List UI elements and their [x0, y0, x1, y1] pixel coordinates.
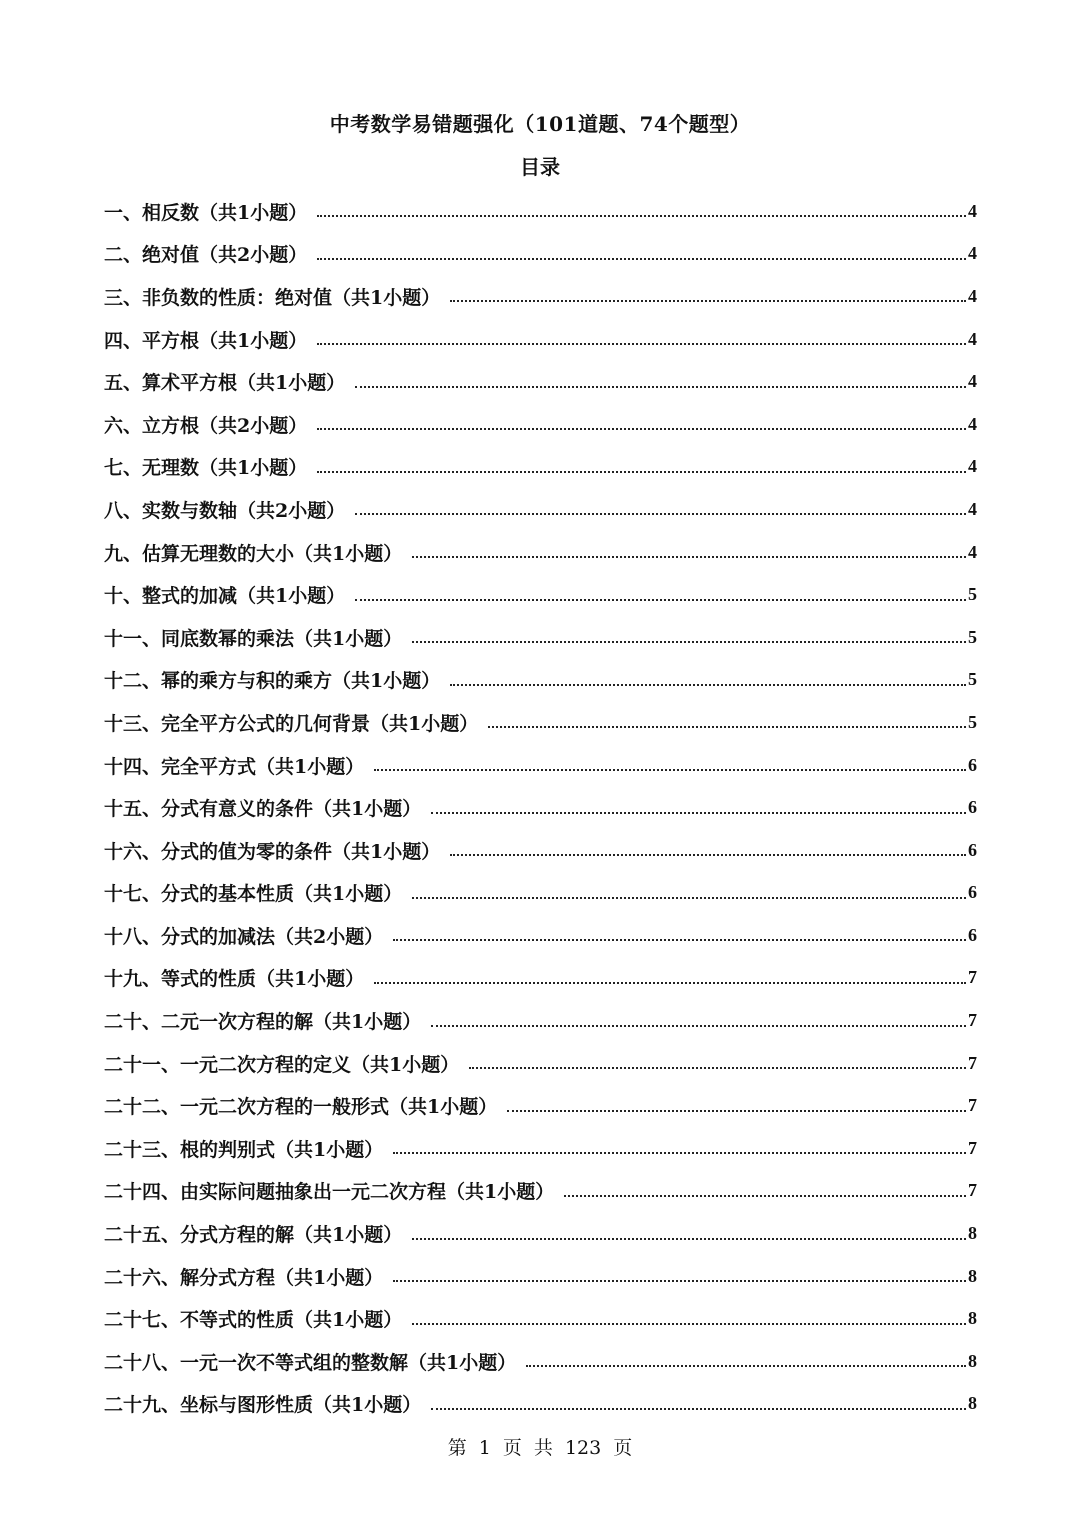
toc-entry-label: 四、平方根（共1小题）: [104, 329, 308, 352]
toc-entry-label: 六、立方根（共2小题）: [104, 414, 308, 437]
toc-entry[interactable]: [104, 701, 977, 744]
toc-entry[interactable]: [104, 786, 977, 829]
toc-entry[interactable]: [104, 1340, 977, 1383]
toc-entry-page-number: 8: [968, 1350, 977, 1371]
toc-dot-leader: [412, 897, 966, 899]
toc-entry-page-number: 4: [968, 243, 977, 264]
toc-entry[interactable]: [104, 957, 977, 1000]
toc-dot-leader: [355, 599, 966, 601]
toc-entry-label: 十九、等式的性质（共1小题）: [104, 968, 365, 991]
toc-dot-leader: [355, 386, 966, 388]
toc-entry-page-number: 4: [968, 498, 977, 519]
toc-entry-page-number: 4: [968, 456, 977, 477]
toc-dot-leader: [393, 1152, 966, 1154]
toc-dot-leader: [488, 726, 966, 728]
toc-dot-leader: [450, 854, 966, 856]
toc-entry-page-number: 4: [968, 371, 977, 392]
toc-entry-label: 二十九、坐标与图形性质（共1小题）: [104, 1394, 422, 1417]
toc-entry[interactable]: [104, 659, 977, 702]
toc-entry[interactable]: [104, 1127, 977, 1170]
toc-entry-page-number: 7: [968, 1180, 977, 1201]
table-of-contents: [104, 190, 977, 1425]
toc-entry[interactable]: [104, 318, 977, 361]
toc-entry-label: 二十三、根的判别式（共1小题）: [104, 1138, 384, 1161]
toc-dot-leader: [469, 1067, 966, 1069]
toc-entry-label: 十五、分式有意义的条件（共1小题）: [104, 798, 422, 821]
toc-dot-leader: [317, 215, 966, 217]
toc-dot-leader: [317, 471, 966, 473]
toc-dot-leader: [374, 982, 966, 984]
toc-entry-page-number: 6: [968, 882, 977, 903]
toc-entry-page-number: 5: [968, 584, 977, 605]
toc-entry[interactable]: [104, 190, 977, 233]
toc-entry[interactable]: [104, 446, 977, 489]
toc-entry-page-number: 7: [968, 1052, 977, 1073]
toc-entry-label: 十、整式的加减（共1小题）: [104, 585, 346, 608]
toc-entry-label: 二、绝对值（共2小题）: [104, 244, 308, 267]
toc-entry-page-number: 7: [968, 1095, 977, 1116]
toc-entry-page-number: 8: [968, 1265, 977, 1286]
toc-entry-page-number: 8: [968, 1308, 977, 1329]
toc-entry-page-number: 5: [968, 626, 977, 647]
toc-entry[interactable]: [104, 360, 977, 403]
toc-entry-page-number: 5: [968, 711, 977, 732]
toc-entry-label: 一、相反数（共1小题）: [104, 201, 308, 224]
toc-entry[interactable]: [104, 1170, 977, 1213]
toc-dot-leader: [431, 1408, 966, 1410]
toc-entry[interactable]: [104, 1297, 977, 1340]
page-footer: 第 1 页 共 123 页: [447, 1437, 633, 1459]
toc-entry-label: 二十八、一元一次不等式组的整数解（共1小题）: [104, 1351, 517, 1374]
toc-entry-label: 十一、同底数幂的乘法（共1小题）: [104, 627, 403, 650]
toc-entry-label: 八、实数与数轴（共2小题）: [104, 499, 346, 522]
toc-entry-page-number: 4: [968, 541, 977, 562]
toc-dot-leader: [412, 641, 966, 643]
toc-entry[interactable]: [104, 872, 977, 915]
toc-entry[interactable]: [104, 616, 977, 659]
toc-entry-page-number: 6: [968, 754, 977, 775]
toc-entry-label: 十三、完全平方公式的几何背景（共1小题）: [104, 712, 479, 735]
toc-dot-leader: [450, 300, 966, 302]
toc-entry-label: 七、无理数（共1小题）: [104, 457, 308, 480]
toc-entry[interactable]: [104, 744, 977, 787]
toc-entry-page-number: 4: [968, 328, 977, 349]
toc-entry[interactable]: [104, 999, 977, 1042]
toc-entry-label: 二十七、不等式的性质（共1小题）: [104, 1309, 403, 1332]
toc-entry[interactable]: [104, 1212, 977, 1255]
toc-entry-page-number: 8: [968, 1223, 977, 1244]
toc-dot-leader: [393, 939, 966, 941]
toc-entry[interactable]: [104, 1084, 977, 1127]
toc-heading: 目录: [520, 155, 560, 179]
toc-dot-leader: [317, 258, 966, 260]
toc-dot-leader: [317, 343, 966, 345]
toc-entry-label: 十七、分式的基本性质（共1小题）: [104, 883, 403, 906]
toc-entry-page-number: 4: [968, 285, 977, 306]
toc-entry[interactable]: [104, 573, 977, 616]
toc-dot-leader: [412, 556, 966, 558]
toc-entry[interactable]: [104, 275, 977, 318]
toc-entry-label: 二十六、解分式方程（共1小题）: [104, 1266, 384, 1289]
toc-dot-leader: [507, 1110, 966, 1112]
toc-entry-label: 二十二、一元二次方程的一般形式（共1小题）: [104, 1096, 498, 1119]
toc-entry-label: 二十、二元一次方程的解（共1小题）: [104, 1011, 422, 1034]
toc-dot-leader: [564, 1195, 966, 1197]
toc-entry-page-number: 7: [968, 967, 977, 988]
toc-entry[interactable]: [104, 829, 977, 872]
toc-entry-page-number: 7: [968, 1010, 977, 1031]
toc-entry[interactable]: [104, 403, 977, 446]
toc-entry-label: 二十一、一元二次方程的定义（共1小题）: [104, 1053, 460, 1076]
toc-entry[interactable]: [104, 1255, 977, 1298]
toc-entry-page-number: 4: [968, 200, 977, 221]
toc-entry[interactable]: [104, 531, 977, 574]
toc-entry-label: 十八、分式的加减法（共2小题）: [104, 925, 384, 948]
toc-entry-label: 五、算术平方根（共1小题）: [104, 372, 346, 395]
toc-entry-page-number: 6: [968, 797, 977, 818]
toc-entry[interactable]: [104, 1042, 977, 1085]
document-title: 中考数学易错题强化（101道题、74个题型）: [329, 112, 751, 136]
toc-dot-leader: [450, 684, 966, 686]
toc-entry-label: 十二、幂的乘方与积的乘方（共1小题）: [104, 670, 441, 693]
toc-dot-leader: [317, 428, 966, 430]
toc-entry-label: 九、估算无理数的大小（共1小题）: [104, 542, 403, 565]
toc-entry-page-number: 7: [968, 1137, 977, 1158]
toc-dot-leader: [431, 812, 966, 814]
toc-entry-page-number: 4: [968, 413, 977, 434]
toc-entry[interactable]: [104, 233, 977, 276]
toc-entry-label: 二十五、分式方程的解（共1小题）: [104, 1224, 403, 1247]
toc-entry-page-number: 6: [968, 924, 977, 945]
toc-entry-page-number: 6: [968, 839, 977, 860]
toc-entry-page-number: 5: [968, 669, 977, 690]
toc-dot-leader: [526, 1365, 966, 1367]
toc-dot-leader: [355, 513, 966, 515]
toc-dot-leader: [374, 769, 966, 771]
toc-entry-label: 十四、完全平方式（共1小题）: [104, 755, 365, 778]
toc-dot-leader: [412, 1323, 966, 1325]
toc-dot-leader: [393, 1280, 966, 1282]
toc-entry[interactable]: [104, 1383, 977, 1426]
toc-entry-label: 二十四、由实际问题抽象出一元二次方程（共1小题）: [104, 1181, 555, 1204]
toc-entry-page-number: 8: [968, 1393, 977, 1414]
toc-entry-label: 十六、分式的值为零的条件（共1小题）: [104, 840, 441, 863]
toc-dot-leader: [431, 1025, 966, 1027]
toc-entry[interactable]: [104, 914, 977, 957]
toc-entry-label: 三、非负数的性质：绝对值（共1小题）: [104, 286, 441, 309]
toc-dot-leader: [412, 1238, 966, 1240]
toc-entry[interactable]: [104, 488, 977, 531]
